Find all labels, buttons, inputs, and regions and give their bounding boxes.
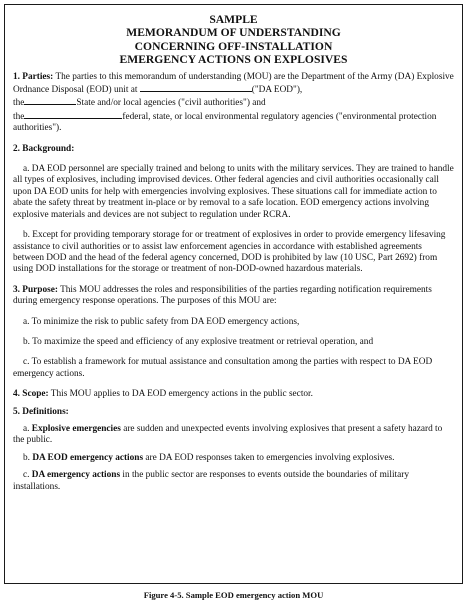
- background-para-b: b. Except for providing temporary storage for or treatment of explosives in order to provide emergency lifesaving assistance to civil authorities or to assist law enforcement agencies in accordance with established agreements between DOD and the head of the federal agency concerned, DOD is prohibited by law (10 USC, Part 2692) from using DOD installations for the storage or treatment of non-DOD-owned hazardous materials.: [13, 230, 446, 275]
- purpose-item-c: c. To establish a framework for mutual assistance and consultation among the parties with respect to DA EOD emergency actions.: [13, 357, 433, 379]
- title-line-sample: SAMPLE: [209, 13, 258, 26]
- scope-heading: 4. Scope:: [13, 389, 49, 400]
- parties-text-d: State and/or local agencies ("civil authorities") and: [76, 98, 266, 109]
- regulatory-agency-blank: [24, 110, 122, 119]
- definition-c-term: DA emergency actions: [31, 470, 121, 481]
- parties-text-b: ("DA EOD"),: [251, 85, 303, 96]
- definition-c: c. DA emergency actions in the public sector are responses to events outside the boundaries of military installations.: [13, 470, 410, 492]
- purpose-heading: 3. Purpose:: [13, 284, 58, 295]
- parties-text-e: the: [13, 111, 25, 122]
- state-agency-blank: [24, 96, 76, 105]
- scope-text: This MOU applies to DA EOD emergency actions in the public sector.: [50, 389, 313, 400]
- figure-caption: Figure 4-5. Sample EOD emergency action MOU: [143, 590, 324, 600]
- parties-heading: 1. Parties:: [13, 71, 54, 82]
- title-line-emergency: EMERGENCY ACTIONS ON EXPLOSIVES: [119, 53, 348, 67]
- background-heading: 2. Background:: [13, 143, 75, 154]
- purpose-item-b: b. To maximize the speed and efficiency of any explosive treatment or retrieval operation, and: [23, 336, 374, 347]
- definition-a-term: Explosive emergencies: [31, 423, 121, 434]
- purpose-item-a: a. To minimize the risk to public safety from DA EOD emergency actions,: [23, 316, 300, 327]
- section-parties: [13, 72, 454, 135]
- unit-blank: [140, 83, 252, 92]
- definition-b-term: DA EOD emergency actions: [32, 452, 144, 463]
- purpose-text: This MOU addresses the roles and responsibilities of the parties regarding notification requirements during emergency response operations. The purposes of this MOU are:: [13, 284, 432, 307]
- document-frame: [4, 4, 463, 584]
- document-title: [13, 13, 454, 67]
- title-line-concerning: CONCERNING OFF-INSTALLATION: [134, 39, 333, 53]
- definition-b: b. DA EOD emergency actions are DA EOD responses taken to emergencies involving explosives.: [23, 452, 395, 463]
- parties-text-a: The parties to this memorandum of understanding (MOU) are the Department of the Army (DA) Explosive Ordnance Disposal (EOD) unit at: [13, 71, 454, 96]
- section-purpose: [13, 285, 454, 308]
- title-line-memorandum: MEMORANDUM OF UNDERSTANDING: [126, 26, 341, 40]
- background-para-a: a. DA EOD personnel are specially trained and belong to units with the military services. They are trained to handle all types of explosives, including improvised devices. Other federal agencies and civil authorities occasionally call upon DA EOD units for help with emergencies involving explosives. These situations call for immediate action to abate the safety threat by treatment in-place or by removal to a safe location. EOD emergency actions involving explosive materials and devices are not subject to regulation under RCRA.: [13, 164, 454, 220]
- section-scope: [13, 389, 454, 400]
- definition-a: a. Explosive emergencies are sudden and unexpected events involving explosives that present a safety hazard to the public.: [13, 423, 443, 446]
- definitions-heading: 5. Definitions:: [13, 406, 69, 417]
- parties-text-c: the: [13, 98, 25, 109]
- parties-text-f: federal, state, or local environmental regulatory agencies ("environmental protection authorities").: [13, 111, 437, 134]
